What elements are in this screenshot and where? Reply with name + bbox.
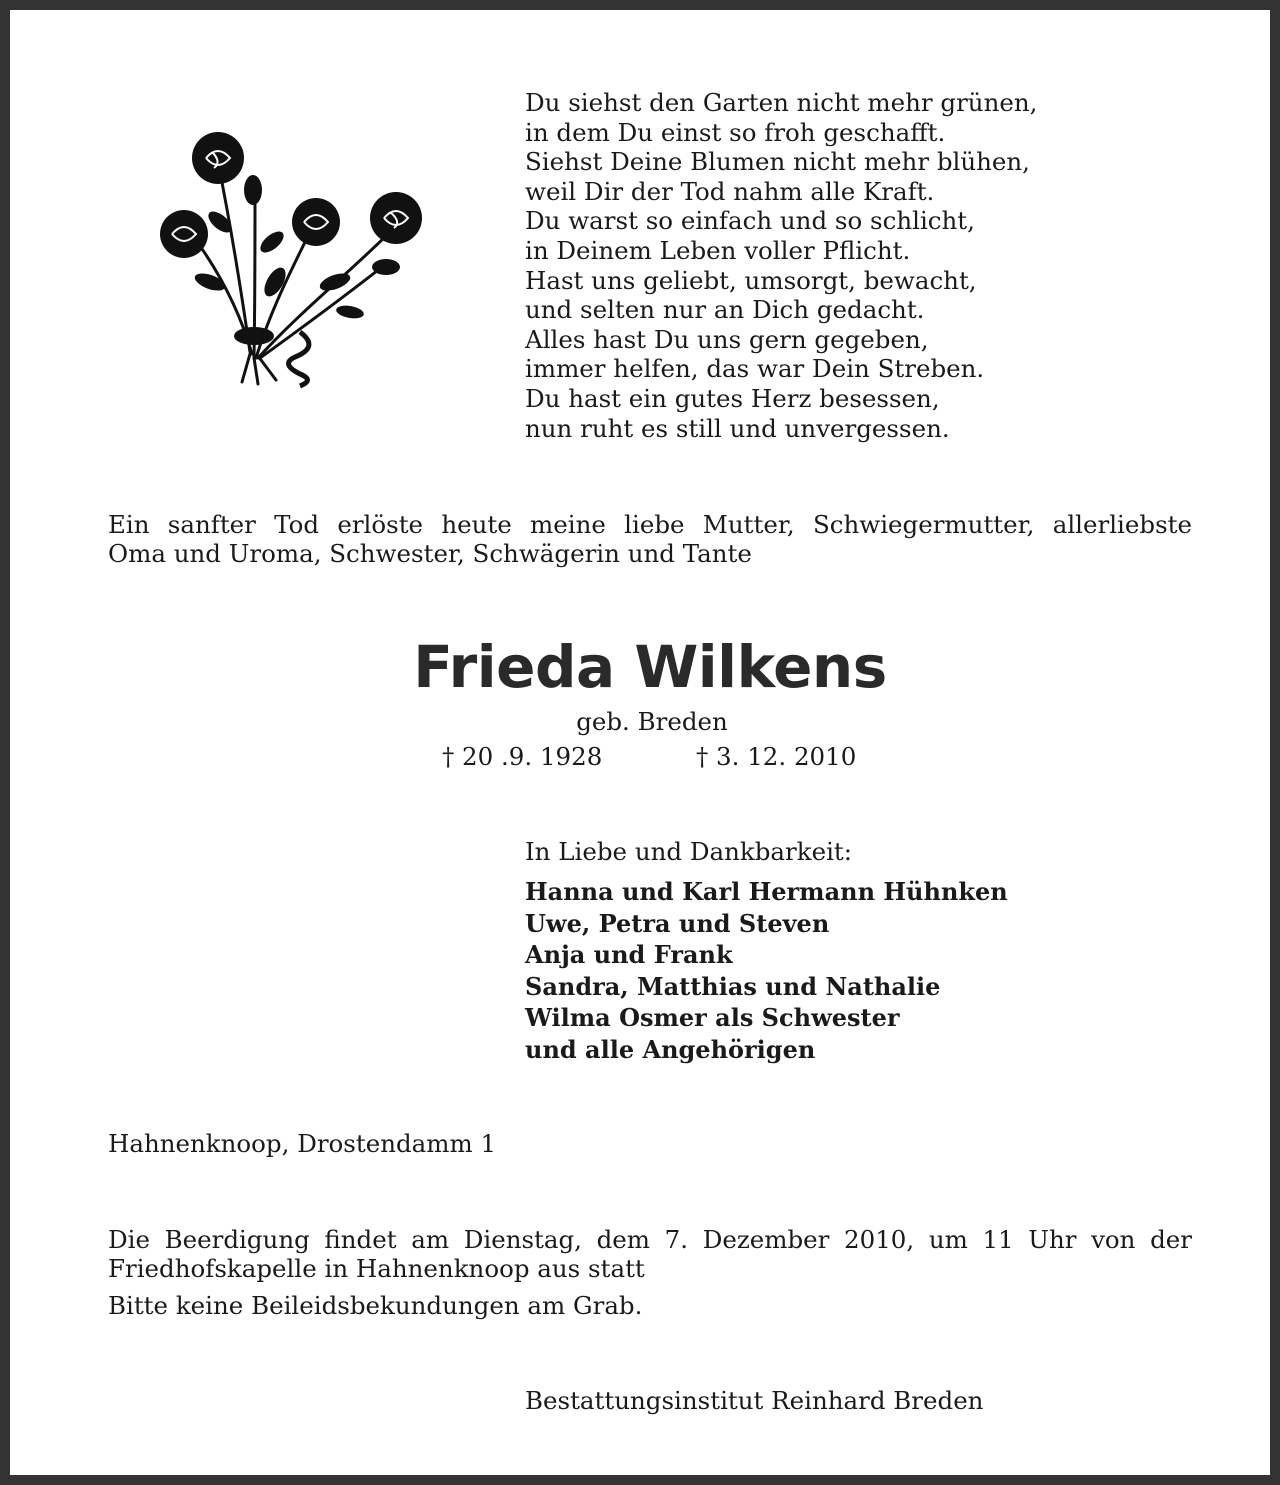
undertaker: Bestattungsinstitut Reinhard Breden xyxy=(525,1386,984,1415)
deceased-name: Frieda Wilkens xyxy=(413,633,887,701)
funeral-line: Friedhofskapelle in Hahnenknoop aus statt xyxy=(108,1254,645,1283)
mourners-heading: In Liebe und Dankbarkeit: xyxy=(525,837,853,866)
mourner-name: Uwe, Petra und Steven xyxy=(525,908,830,938)
funeral-info xyxy=(108,1225,1192,1283)
poem-line: Du hast ein gutes Herz besessen, xyxy=(525,383,940,413)
birth-date: † 20 .9. 1928 xyxy=(442,742,603,771)
poem xyxy=(525,88,1037,443)
mourner-name: Wilma Osmer als Schwester xyxy=(525,1003,900,1032)
poem-line: weil Dir der Tod nahm alle Kraft. xyxy=(525,176,935,206)
mourner-name: Anja und Frank xyxy=(525,940,733,969)
poem-line: Siehst Deine Blumen nicht mehr blühen, xyxy=(525,147,1030,177)
death-date: † 3. 12. 2010 xyxy=(696,742,857,771)
mourner-name: Sandra, Matthias und Nathalie xyxy=(525,971,941,1001)
poem-line: immer helfen, das war Dein Streben. xyxy=(525,354,985,384)
intro-line: Oma und Uroma, Schwester, Schwägerin und Tante xyxy=(108,539,752,568)
poem-line: Hast uns geliebt, umsorgt, bewacht, xyxy=(525,265,977,295)
condolence-note: Bitte keine Beileidsbekundungen am Grab. xyxy=(108,1291,643,1320)
mourners-list xyxy=(525,876,1008,1065)
intro-text xyxy=(108,510,1192,568)
poem-line: in Deinem Leben voller Pflicht. xyxy=(525,235,911,265)
poem-line: in dem Du einst so froh geschafft. xyxy=(525,117,946,147)
poem-line: Du warst so einfach und so schlicht, xyxy=(525,206,975,236)
mourner-name: und alle Angehörigen xyxy=(525,1034,816,1064)
intro-line: Ein sanfter Tod erlöste heute meine liebe Mutter, Schwiegermutter, allerliebste xyxy=(108,510,1192,539)
poem-line: Du siehst den Garten nicht mehr grünen, xyxy=(525,88,1038,117)
poem-line: nun ruht es still und unvergessen. xyxy=(525,413,950,443)
mourner-name: Hanna und Karl Hermann Hühnken xyxy=(525,877,1008,906)
birth-name: geb. Breden xyxy=(576,707,728,736)
funeral-line: Die Beerdigung findet am Dienstag, dem 7. Dezember 2010, um 11 Uhr von der xyxy=(108,1225,1192,1254)
poem-line: und selten nur an Dich gedacht. xyxy=(525,295,925,325)
poem-line: Alles hast Du uns gern gegeben, xyxy=(525,324,929,354)
address: Hahnenknoop, Drostendamm 1 xyxy=(108,1129,497,1158)
roses-bouquet-icon xyxy=(150,122,440,392)
